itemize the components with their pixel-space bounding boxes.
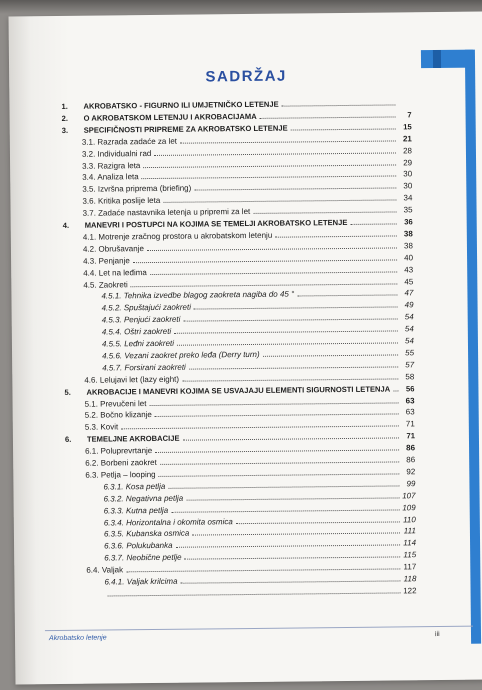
toc-entry-title: 5.2. Bočno klizanje <box>84 410 152 421</box>
toc-dot-leader <box>260 115 396 118</box>
toc-entry-title: 6.3.6. Polukubanka <box>104 541 173 551</box>
toc-page-number: 86 <box>406 455 416 465</box>
toc-entry-title: 5.3. Kovit <box>84 422 119 433</box>
toc-entry-title: 4.5.3. Penjući zaokreti <box>101 314 181 325</box>
toc-entry-title: 4.6. Lelujavi let (lazy eight) <box>84 374 180 385</box>
toc-page-number: 109 <box>402 502 416 512</box>
toc-page-number: 110 <box>402 514 416 524</box>
toc-page-number: 86 <box>406 443 416 453</box>
toc-page-number: 7 <box>407 110 412 120</box>
toc-page-number: 28 <box>402 145 412 155</box>
toc-page-number: 49 <box>404 300 414 310</box>
toc-page-number: 36 <box>404 217 413 227</box>
toc-page-number: 54 <box>404 336 414 346</box>
toc-page-number: 54 <box>404 312 414 322</box>
toc-page-number: 111 <box>403 526 416 536</box>
toc-entry-title: 4.5.2. Spuštajući zaokreti <box>101 302 192 313</box>
toc-page-number: 47 <box>404 288 414 298</box>
toc-entry-number: 3. <box>61 125 69 135</box>
toc-entry-title: 6.3.3. Kutna petlja <box>103 505 169 516</box>
toc-dot-leader <box>282 103 396 106</box>
toc-entry-title: 4.4. Let na leđima <box>83 267 147 278</box>
toc-entry-title: 4.5.4. Oštri zaokreti <box>101 326 172 337</box>
toc-entry-title: 4.5.7. Forsirani zaokreti <box>102 362 186 373</box>
toc-page-number: 118 <box>403 574 417 584</box>
toc-page-number: 117 <box>403 562 417 572</box>
toc-entry-title: TEMELJNE AKROBACIJE <box>86 433 180 444</box>
toc-page-number: 54 <box>404 324 414 334</box>
toc-entry-title: 6.4. Valjak <box>86 565 124 575</box>
toc-entry-title: 6.3.7. Neobične petlje <box>104 552 182 563</box>
toc-entry-title: 5.1. Prevučeni let <box>84 398 147 409</box>
toc-entry-title: 6.3.5. Kubanska osmica <box>103 529 190 539</box>
toc-page-number: 45 <box>404 276 414 286</box>
toc-dot-leader <box>297 294 397 297</box>
toc-dot-leader <box>291 127 396 130</box>
toc-entry-title: 6.3.1. Kosa petlja <box>103 481 166 492</box>
toc-page-number: 71 <box>406 431 415 441</box>
toc-page-number: 38 <box>403 241 413 251</box>
toc-entry-title: 4.2. Obrušavanje <box>82 243 144 254</box>
toc-page-number: 99 <box>406 479 416 489</box>
toc-page-number: 57 <box>405 360 415 370</box>
toc-dot-leader <box>253 211 396 215</box>
toc-entry-title: 4.5.1. Tehnika izvedbe blagog zaokreta nagiba do 45 ° <box>101 289 295 301</box>
toc-entry-title: 4.1. Motrenje zračnog prostora u akrobatskom letenju <box>82 230 273 242</box>
footer-book-title: Akrobatsko letenje <box>48 634 107 643</box>
toc-entry-title: 3.2. Individualni rad <box>81 148 152 159</box>
toc-page-number: 55 <box>405 348 415 358</box>
toc-page-number: 30 <box>403 169 413 179</box>
toc-entry-title: 3.4. Analiza leta <box>82 172 139 183</box>
toc-page-number: 38 <box>403 229 413 239</box>
toc-dot-leader <box>263 353 398 356</box>
toc-page-number: 30 <box>403 181 413 191</box>
toc-page-number: 92 <box>406 467 416 477</box>
footer-page-number: iii <box>434 631 440 639</box>
toc-page-number: 34 <box>403 193 413 203</box>
toc-entry-title: 3.1. Razrada zadaće za let <box>81 136 178 147</box>
toc-entry-number: 6. <box>64 435 72 445</box>
toc-entry-title: 3.6. Kritika poslije leta <box>82 196 161 206</box>
toc-entry-title: 3.7. Zadaće nastavnika letenja u pripremi za let <box>82 207 251 218</box>
toc-page-number: 122 <box>403 586 417 596</box>
book-page <box>9 12 482 685</box>
toc-entry-number: 5. <box>64 387 71 397</box>
toc-entry-title: AKROBATSKO - FIGURNO ILI UMJETNIČKO LETENJE <box>83 99 279 111</box>
toc-entry-title: 3.5. Izvršna priprema (briefing) <box>82 183 192 195</box>
toc-entry[interactable] <box>104 583 416 598</box>
toc-entry-title: 6.3.2. Negativna petlja <box>103 493 184 504</box>
toc-page-number: 71 <box>405 419 415 429</box>
toc-entry-title: 6.3.4. Horizontalna i okomita osmica <box>103 516 233 528</box>
toc-entry-title: SPECIFIČNOSTI PRIPREME ZA AKROBATSKO LETENJE <box>83 123 288 135</box>
toc-entry-title: 4.3. Penjanje <box>83 255 130 266</box>
toc-entry-title: 3.3. Razigra leta <box>82 160 141 171</box>
toc-page-number: 58 <box>405 371 415 382</box>
toc-entry-title: O AKROBATSKOM LETENJU I AKROBACIJAMA <box>83 111 257 123</box>
toc-page-number: 35 <box>403 205 413 215</box>
toc-entry-title: 6.3. Petlja – looping <box>85 469 156 480</box>
toc-entry-number: 2. <box>61 113 68 123</box>
toc-entry-title: 6.4.1. Valjak krilcima <box>104 576 178 587</box>
toc-entry-title: 4.5. Zaokreti <box>83 279 128 290</box>
toc-page-number: 63 <box>405 407 415 417</box>
toc-page-number: 21 <box>402 133 412 144</box>
blue-margin-stripe <box>465 50 481 644</box>
page-title: SADRŽAJ <box>205 67 287 86</box>
toc-entry-number: 4. <box>62 220 70 230</box>
toc-entry-number: 1. <box>61 101 68 111</box>
toc-entry-title: AKROBACIJE I MANEVRI KOJIMA SE USVAJAJU ELEMENTI SIGURNOSTI LETENJA <box>86 384 391 397</box>
toc-entry-title: 6.1. Poluprevrtanje <box>85 446 153 456</box>
toc-page-number: 114 <box>403 538 417 548</box>
toc-entry-title: 6.2. Borbeni zaokret <box>85 457 157 468</box>
toc-page-number: 63 <box>405 395 415 405</box>
toc-page-number: 107 <box>402 490 416 501</box>
toc-page-number: 43 <box>404 264 414 274</box>
toc-dot-leader <box>275 234 397 237</box>
toc-entry-title: 4.5.5. Leđni zaokreti <box>101 338 175 349</box>
toc-dot-leader <box>350 222 396 224</box>
toc-page-number: 115 <box>403 550 417 560</box>
toc-entry-title: MANEVRI I POSTUPCI NA KOJIMA SE TEMELJI AKROBATSKO LETENJE <box>84 217 348 230</box>
table-of-contents <box>9 95 482 596</box>
toc-page-number: 15 <box>403 122 412 132</box>
toc-dot-leader <box>393 389 398 391</box>
toc-entry-title: 4.5.6. Vezani zaokret preko leđa (Derry turn) <box>102 349 260 361</box>
toc-page-number: 56 <box>405 383 415 393</box>
toc-page-number: 40 <box>404 252 414 263</box>
footer-divider <box>45 626 473 631</box>
toc-dot-leader <box>108 591 401 596</box>
toc-page-number: 29 <box>403 157 413 167</box>
